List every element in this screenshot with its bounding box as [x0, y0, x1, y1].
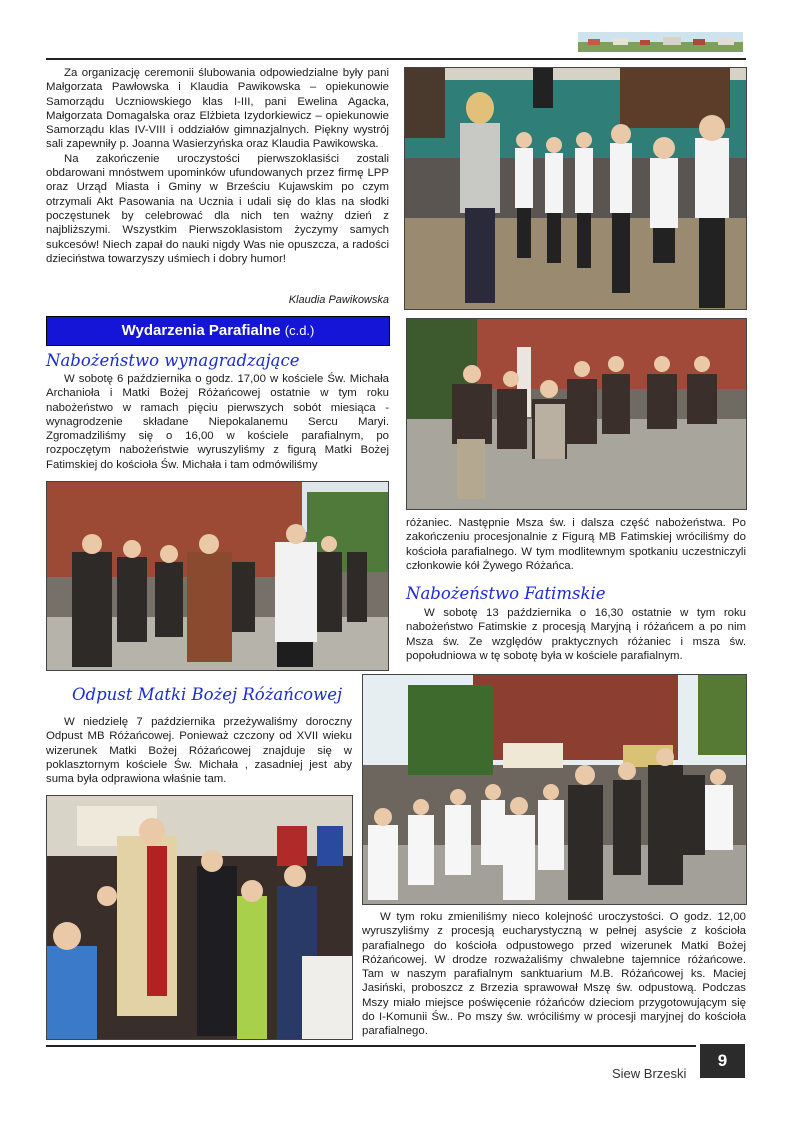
header-thumbnail-photo	[578, 32, 743, 52]
nabozenstwo-wynagradzajace-text-1	[46, 372, 389, 472]
section-title-odpust: Odpust Matki Bożej Różańcowej	[72, 685, 343, 704]
photo-school-ceremony	[404, 67, 747, 310]
nabozenstwo-wynagradzajace-text-2	[406, 516, 746, 573]
top-article-text	[46, 66, 389, 266]
photo-procession-church	[46, 481, 389, 671]
nabozenstwo-wynagradzajace-paragraph-1: W sobotę 6 października o godz. 17,00 w kościele Św. Michała Archanioła i Matki Bożej Różańcowej ostatnie w tym roku nabożeństwo w ramach pięciu pierwszych sobót miesiąca - wynagrodzenie składane Niepokalanemu Sercu Maryi. Zgromadziliśmy się o 16,00 w kościele parafialnym, po rozpoczętym nabożeństwie wyruszyliśmy z figurą Matki Bożej Fatimskiej do kościoła Św. Michała i tam odmówiliśmy	[46, 373, 389, 471]
section-title-nabozenstwo-fatimskie: Nabożeństwo Fatimskie	[406, 584, 606, 603]
nabozenstwo-fatimskie-paragraph: W sobotę 13 października o 16,30 ostatnie w tym roku nabożeństwo Fatimskie z procesją Maryjną i różańcem a po nim Msza św. Ze względów praktycznych różaniec i msza św. popołudniowa w tę sobotę była w kościele parafialnym.	[406, 607, 746, 662]
top-article-paragraph-2: Na zakończenie uroczystości pierwszoklasiści zostali obdarowani mnóstwem upominków ufundowanych przez firmę LPP oraz Urząd Miasta i Gminy w Brześciu Kujawskim po czym otrzymali Akt Pasowania na Ucznia i udali się do klas na słodki poczęstunek by celebrować dla nich ten ważny dzień z najbliższymi. Wszystkim Pierwszoklasistom życzymy samych sukcesów! Niech zapał do nauki nigdy Was nie opuszcza, a radości dzieciństwa towarzyszy uśmiech i dobry humor!	[46, 152, 389, 265]
nabozenstwo-wynagradzajace-paragraph-2: różaniec. Następnie Msza św. i dalsza część nabożeństwa. Po zakończeniu procesjonalnie z Figurą MB Fatimskiej wróciliśmy do kościoła parafialnego. W tym modlitewnym spotkaniu uczestniczyli członkowie kół Żywego Różańca.	[406, 517, 746, 572]
section-banner-suffix: (c.d.)	[284, 323, 315, 338]
photo-procession-figure	[406, 318, 747, 510]
odpust-text-1	[46, 715, 352, 786]
odpust-text-2	[362, 910, 746, 1039]
page-number: 9	[700, 1044, 745, 1078]
top-article-paragraph-1: Za organizację ceremonii ślubowania odpowiedzialne były pani Małgorzata Pawłowska i Klaudia Pawikowska – opiekunowie Samorządu Uczniowskiego klas I-III, pani Ewelina Agacka, Małgorzata Domagalska oraz Elżbieta Izydorkiewicz – opiekunowie Samorządu klas IV-VIII i oddziałów gimnazjalnych. Piękny wystrój sali zapewniły p. Joanna Wasierzyńska oraz Klaudia Pawikowska.	[46, 67, 389, 151]
photo-rosary-blessing	[46, 795, 353, 1040]
odpust-paragraph-2: W tym roku zmieniliśmy nieco kolejność uroczystości. O godz. 12,00 wyruszyliśmy z procesją eucharystyczną w pełnej asyście z kościoła parafialnego do kościoła odpustowego przed wizerunek Matki Bożej Różańcowej. W drodze rozważaliśmy chwalebne tajemnice różańcowe. Tam w naszym parafialnym sanktuarium M.B. Różańcowej ks. Maciej Jasiński, proboszcz z Brzezia sprawował Mszę św. odpustową. Podczas Mszy miało miejsce poświęcenie różańców dzieciom przygotowującym się do I-Komunii Św.. Po mszy św. wróciliśmy w procesji maryjnej do kościoła parafialnego.	[362, 911, 746, 1038]
footer-publication-name: Siew Brzeski	[612, 1066, 687, 1081]
top-article-signature: Klaudia Pawikowska	[288, 294, 389, 306]
photo-procession-children	[362, 674, 747, 905]
section-banner-title: Wydarzenia Parafialne	[121, 322, 281, 339]
odpust-paragraph-1: W niedzielę 7 października przeżywaliśmy doroczny Odpust MB Różańcowej. Ponieważ czczony od XVII wieku wizerunek Matki Bożej Różańcowej znajduje się w poklasztornym kościele Św. Michała , zasadniej jest aby suma była odprawiona właśnie tam.	[46, 716, 352, 786]
section-banner-parish-events	[46, 316, 390, 346]
nabozenstwo-fatimskie-text	[406, 606, 746, 663]
section-title-nabozenstwo-wynagradzajace: Nabożeństwo wynagradzające	[46, 351, 300, 370]
header-rule	[46, 58, 746, 60]
footer-rule	[46, 1045, 696, 1047]
